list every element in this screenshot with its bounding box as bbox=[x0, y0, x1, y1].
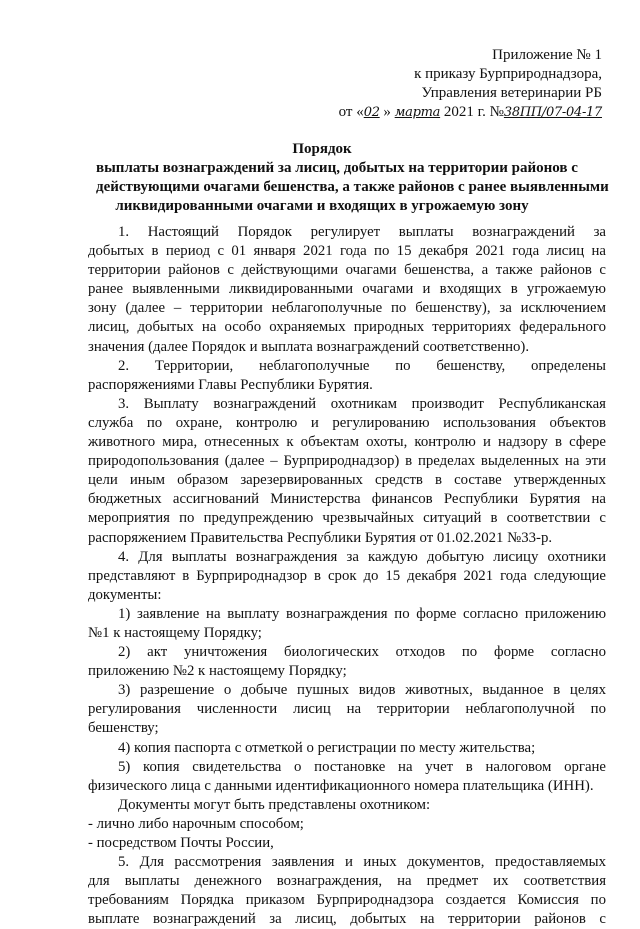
text-line: цели иным образом зарезервированных средств в составе утвержденных bbox=[88, 472, 606, 489]
title-line: действующими очагами бешенства, а также районов с ранее выявленными bbox=[96, 179, 609, 195]
text-line: 3) разрешение о добыче пушных видов животных, выданное в целях bbox=[118, 682, 606, 699]
handwritten-day: 02 bbox=[363, 105, 380, 120]
text-line: для выплаты денежного вознаграждения, на предмет их соответствия bbox=[88, 873, 606, 890]
text-line: животного мира, отнесенных к объектам охоты, контролю и надзору в сфере bbox=[88, 434, 606, 451]
text-line: Документы могут быть представлены охотником: bbox=[118, 796, 431, 813]
title-line: ликвидированными очагами и входящих в угрожаемую зону bbox=[115, 198, 529, 214]
date-prefix: от « bbox=[338, 104, 364, 120]
text-line: 4. Для выплаты вознаграждения за каждую добытую лисицу охотники bbox=[118, 548, 606, 565]
text-line: представляют в Бурприроднадзор в срок до 15 декабря 2021 года следующие bbox=[88, 567, 606, 584]
order-date-line bbox=[339, 103, 602, 122]
text-line: 4) копия паспорта с отметкой о регистрации по месту жительства; bbox=[118, 739, 536, 756]
date-year: 2021 г. № bbox=[443, 104, 504, 120]
text-line: ранее выявленными ликвидированными очагами и входящих в угрожаемую bbox=[88, 281, 606, 298]
text-line: территории районов с действующими очагами бешенства, а также районов с bbox=[88, 262, 606, 279]
text-line: бешенству; bbox=[88, 720, 159, 737]
text-line: 3. Выплату вознаграждений охотникам производит Республиканская bbox=[118, 395, 606, 412]
text-line: приложению №2 к настоящему Порядку; bbox=[88, 663, 347, 680]
text-line: 1. Настоящий Порядок регулирует выплаты вознаграждений за bbox=[118, 224, 606, 240]
text-line: 2. Территории, неблагополучные по бешенству, определены bbox=[118, 357, 606, 374]
text-line: 2) акт уничтожения биологических отходов по форме согласно bbox=[118, 644, 606, 661]
text-line: - посредством Почты России, bbox=[88, 835, 274, 851]
text-line: распоряжением Правительства Республики Бурятия от 01.02.2021 №33-р. bbox=[88, 529, 553, 546]
text-line: распоряжениями Главы Республики Бурятия. bbox=[88, 376, 373, 393]
text-line: бюджетных ассигнований Министерства финансов Республики Бурятия на bbox=[88, 491, 606, 508]
text-line: 1) заявление на выплату вознаграждения по форме согласно приложению bbox=[118, 605, 606, 622]
department-name: Управления ветеринарии РБ bbox=[421, 85, 602, 101]
text-line: №1 к настоящему Порядку; bbox=[88, 624, 262, 641]
text-line: мероприятия по предупреждению чрезвычайных ситуаций в соответствии с bbox=[88, 510, 606, 527]
text-line: зону (далее – территории неблагополучные по бешенству), за исключением bbox=[88, 300, 606, 317]
text-line: 5. Для рассмотрения заявления и иных документов, предоставляемых bbox=[118, 854, 606, 871]
text-line: - лично либо нарочным способом; bbox=[88, 815, 304, 832]
document-title bbox=[96, 140, 609, 216]
appendix-header bbox=[339, 46, 602, 122]
text-line: служба по охране, контролю и регулированию использования объектов bbox=[88, 414, 606, 431]
order-reference: к приказу Бурприроднадзора, bbox=[414, 66, 602, 82]
text-line: документы: bbox=[88, 586, 162, 603]
title-line: выплаты вознаграждений за лисиц, добытых на территории районов с bbox=[96, 160, 578, 176]
handwritten-month: марта bbox=[394, 105, 441, 120]
text-line: 5) копия свидетельства о постановке на учет в налоговом органе bbox=[118, 758, 606, 775]
text-line: регулирования численности лисиц на территории неблагополучной по bbox=[88, 701, 606, 718]
date-mid: » bbox=[383, 104, 391, 120]
text-line: природопользования (далее – Бурприроднадзор) в пределах выделенных на эти bbox=[88, 453, 606, 470]
appendix-number: Приложение № 1 bbox=[492, 47, 602, 63]
text-line: физического лица с данными идентификационного номера плательщика (ИНН). bbox=[88, 777, 594, 794]
title-line: Порядок bbox=[292, 141, 352, 157]
handwritten-order-number: 38ПП/07-04-17 bbox=[503, 105, 602, 120]
text-line: значения (далее Порядок и выплата вознаграждений соответственно). bbox=[88, 338, 530, 355]
text-line: требованиям Порядка приказом Бурприроднадзора создается Комиссия по bbox=[88, 892, 606, 909]
text-line: добытых в период с 01 января 2021 года по 15 декабря 2021 года лисиц на bbox=[88, 243, 606, 260]
text-line: выплате вознаграждений за лисиц, добытых на территории районов с bbox=[88, 911, 606, 928]
document-body bbox=[88, 223, 606, 929]
text-line: лисиц, добытых на особо охраняемых природных территориях федерального bbox=[88, 319, 606, 336]
